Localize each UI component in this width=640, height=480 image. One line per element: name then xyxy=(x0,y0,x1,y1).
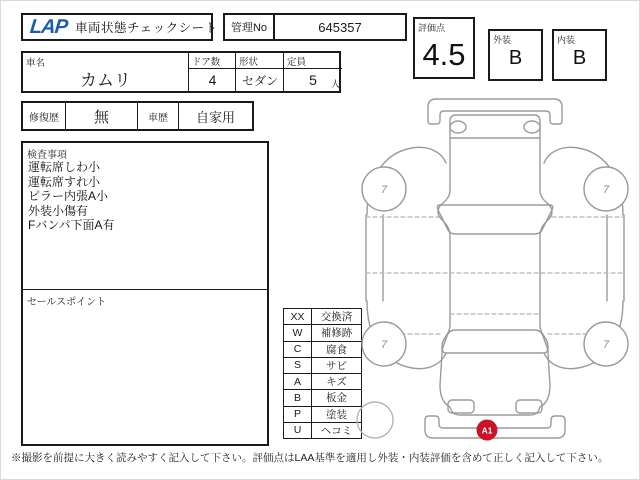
damage-marker-label: A1 xyxy=(481,425,493,436)
body-shape-label: 形状 xyxy=(236,53,284,69)
sales-point-title: セールスポイント xyxy=(27,297,107,308)
tire-depth-rear-right: 7 xyxy=(602,184,610,196)
vehicle-info-table xyxy=(21,51,341,93)
usage-history-label: 車歴 xyxy=(138,103,179,129)
legend-label: 腐食 xyxy=(326,343,347,356)
usage-history-value: 自家用 xyxy=(195,109,235,125)
management-no-box xyxy=(223,13,407,41)
inspection-item: 外装小傷有 xyxy=(28,203,89,218)
history-table xyxy=(21,101,254,131)
panel-divider xyxy=(23,289,267,290)
inspection-item: 運転席しわ小 xyxy=(28,160,101,174)
legend-code: B xyxy=(284,390,312,405)
overall-score-label: 評価点 xyxy=(418,23,446,33)
rear-light-left xyxy=(450,121,466,133)
title-box xyxy=(21,13,218,41)
doors-label: ドア数 xyxy=(189,53,236,69)
doors-cell xyxy=(188,53,236,91)
management-no-label: 管理No xyxy=(225,15,275,39)
tire-depth-front-right: 7 xyxy=(602,339,610,351)
inspection-panel xyxy=(21,141,269,446)
legend-label: キズ xyxy=(326,376,347,389)
inspection-item: 運転席すれ小 xyxy=(28,174,101,189)
exterior-score-value: B xyxy=(508,47,523,69)
legend-code: A xyxy=(284,374,312,389)
legend-label: 交換済 xyxy=(320,311,353,324)
legend-row xyxy=(284,406,361,422)
trunk-outline xyxy=(450,115,540,192)
rear-light-right xyxy=(524,121,540,133)
legend-code: W xyxy=(284,325,312,340)
doors-value: 4 xyxy=(208,72,217,88)
interior-score-value: B xyxy=(572,47,587,69)
car-diagram xyxy=(354,87,638,451)
interior-score-box xyxy=(552,29,607,81)
inspection-item: ピラー内張A小 xyxy=(28,189,109,203)
inspection-title: 検査事項 xyxy=(27,150,67,161)
repair-history-label: 修復歴 xyxy=(23,103,66,129)
management-no-value: 645357 xyxy=(318,19,362,35)
tire-depth-front-left: 7 xyxy=(380,339,388,351)
footer-note: ※撮影を前提に大きく読みやすく記入して下さい。評価点はLAA基準を適用し外装・内装評価を含めて正しく記入して下さい。 xyxy=(11,452,609,464)
tire-depth-rear-left: 7 xyxy=(380,184,388,196)
legend-code: S xyxy=(284,358,312,373)
repair-history-value: 無 xyxy=(66,103,138,129)
legend-label: 補修跡 xyxy=(320,327,353,340)
legend-label: ヘコミ xyxy=(320,424,353,437)
damage-marker xyxy=(477,420,498,441)
lap-logo: LAP xyxy=(28,15,69,38)
exterior-score-box xyxy=(488,29,543,81)
body-shape-value: セダン xyxy=(241,73,279,88)
legend-row xyxy=(284,341,361,357)
legend-row xyxy=(284,324,361,340)
legend-code: U xyxy=(284,423,312,438)
legend-label: サビ xyxy=(326,359,347,372)
legend-row xyxy=(284,373,361,389)
exterior-score-label: 外装 xyxy=(493,35,512,45)
legend-label: 塗装 xyxy=(326,408,347,421)
capacity-unit: 人 xyxy=(330,79,340,89)
rear-bumper xyxy=(428,99,562,124)
interior-score-label: 内装 xyxy=(557,35,576,45)
legend-code: P xyxy=(284,407,312,422)
remark-circle xyxy=(357,402,393,438)
sheet-title: 車両状態チェックシート xyxy=(75,21,218,35)
legend-row xyxy=(284,389,361,405)
windshield xyxy=(443,330,548,353)
vehicle-name-value: カムリ xyxy=(80,71,131,90)
body-shape-cell xyxy=(235,53,284,91)
legend-code: C xyxy=(284,342,312,357)
overall-score-value: 4.5 xyxy=(422,37,466,72)
inspection-items xyxy=(28,160,115,233)
vehicle-name-label: 車名 xyxy=(26,58,46,69)
capacity-label: 定員 xyxy=(284,53,342,69)
legend-label: 板金 xyxy=(326,392,347,405)
rear-window xyxy=(437,205,552,234)
inspection-item: Fバンパ下面A有 xyxy=(28,218,115,232)
body-side-left xyxy=(438,192,552,415)
legend-row xyxy=(284,422,361,438)
legend-row xyxy=(284,309,361,324)
legend-row xyxy=(284,357,361,373)
legend-code: XX xyxy=(284,309,312,324)
tire-depth-marks xyxy=(381,184,610,351)
damage-code-legend xyxy=(283,308,362,439)
overall-score-box xyxy=(413,17,475,79)
capacity-value: 5 xyxy=(309,72,317,88)
wheels xyxy=(362,167,628,366)
vehicle-name-cell xyxy=(23,53,188,91)
capacity-cell xyxy=(283,53,342,91)
